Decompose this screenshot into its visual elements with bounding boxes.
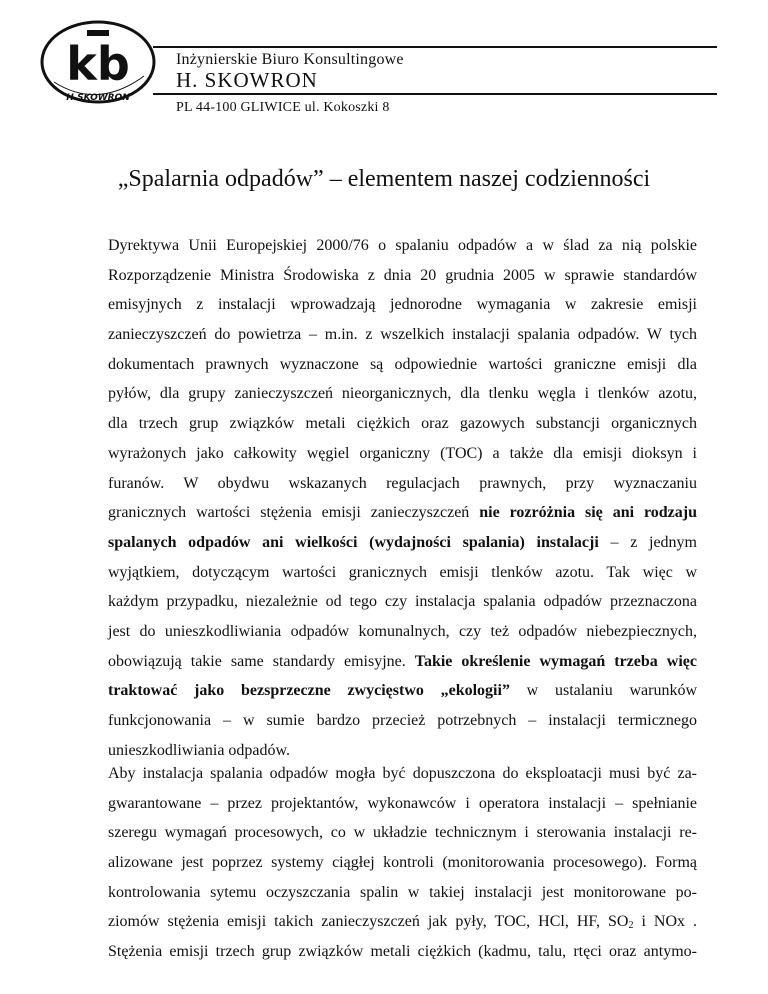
text-run: i NOx . [633, 913, 698, 931]
text-line: Aby instalacja spalania odpadów mogła być dopuszczona do eksploatacji musi być za- [108, 765, 697, 782]
text-line: kontrolowania sytemu oczyszczania spalin w takiej instalacji jest monitorowane po- [108, 883, 697, 901]
text-line [108, 907, 697, 937]
bold-run: nie rozróżnia się ani rodzaju [479, 504, 697, 522]
text-line: szeregu wymagań procesowych, co w układzie technicznym i sterowania instalacji re- [108, 824, 697, 842]
text-line: funkcjonowania – w sumie bardzo przecież potrzebnych – instalacji termicznego [108, 712, 697, 729]
bold-run: spalanych odpadów ani wielkości (wydajności spalania) instalacji [108, 533, 599, 551]
text-line: zanieczyszczeń do powietrza – m.in. z wszelkich instalacji spalania odpadów. W tych [108, 326, 697, 344]
logo-caption: H.SKOWRON [66, 93, 130, 103]
text-line: każdym przypadku, niezależnie od tego czy instalacja spalania odpadów przeznaczona [108, 593, 697, 611]
company-label: Inżynierskie Biuro Konsultingowe [176, 51, 404, 68]
text-run: – z jednym [598, 533, 698, 551]
logo-dot [87, 30, 109, 36]
paragraph-1 [108, 231, 697, 765]
text-line: dla trzech grup związków metali ciężkich oraz gazowych substancji organicznych [108, 415, 697, 433]
company-name: H. SKOWRON [176, 68, 318, 92]
text-line: pyłów, dla grupy zanieczyszczeń nieorganicznych, dla tlenku węgla i tlenków azotu, [108, 385, 697, 403]
bold-run: Takie określenie wymagań trzeba więc [414, 652, 697, 670]
company-logo [40, 18, 160, 106]
text-line: emisyjnych z instalacji wprowadzają jednorodne wymagania w zakresie emisji [108, 296, 697, 314]
logo-letters: kb [66, 37, 130, 91]
text-run: granicznych wartości stężenia emisji zanieczyszczeń [108, 504, 480, 522]
header-rule-bottom [153, 93, 717, 95]
text-line: jest do unieszkodliwiania odpadów komunalnych, czy też odpadów niebezpiecznych, [108, 622, 697, 640]
text-line [108, 676, 697, 706]
text-line: furanów. W obydwu wskazanych regulacjach prawnych, przy wyznaczaniu [108, 474, 697, 492]
text-run: obowiązują takie same standardy emisyjne. [108, 652, 415, 670]
text-line: gwarantowane – przez projektantów, wykonawców i operatora instalacji – spełnianie [108, 794, 697, 812]
company-address: PL 44-100 GLIWICE ul. Kokoszki 8 [176, 100, 390, 115]
paragraph-2 [108, 759, 697, 967]
document-title: „Spalarnia odpadów” – elementem naszej codzienności [117, 166, 651, 192]
text-line: alizowane jest poprzez systemy ciągłej kontroli (monitorowania procesowego). Formą [108, 854, 697, 872]
text-run: w ustalaniu warunków [509, 682, 698, 700]
text-run: ziomów stężenia emisji takich zanieczyszczeń jak pyły, TOC, HCl, HF, SO [108, 913, 629, 931]
text-line: Dyrektywa Unii Europejskiej 2000/76 o spalaniu odpadów a w ślad za nią polskie [108, 237, 697, 254]
subscript: 2 [628, 920, 634, 932]
text-line [108, 647, 697, 677]
text-line: dokumentach prawnych wyznaczone są odpowiednie wartości graniczne emisji dla [108, 355, 697, 373]
text-line: Rozporządzenie Ministra Środowiska z dnia 20 grudnia 2005 w sprawie standardów [108, 266, 697, 284]
header-rule-top [153, 46, 717, 48]
bold-run: traktować jako bezsprzeczne zwycięstwo „ekologii” [108, 682, 510, 700]
text-line: wyjątkiem, dotyczącym wartości granicznych emisji tlenków azotu. Tak więc w [108, 563, 697, 581]
text-line: Stężenia emisji trzech grup związków metali ciężkich (kadmu, talu, rtęci oraz antymo- [108, 943, 697, 961]
text-line: wyrażonych jako całkowity węgiel organiczny (TOC) a także dla emisji dioksyn i [108, 444, 697, 462]
text-line [108, 498, 697, 528]
text-line: unieszkodliwiania odpadów. [108, 741, 291, 759]
text-line [108, 528, 697, 558]
